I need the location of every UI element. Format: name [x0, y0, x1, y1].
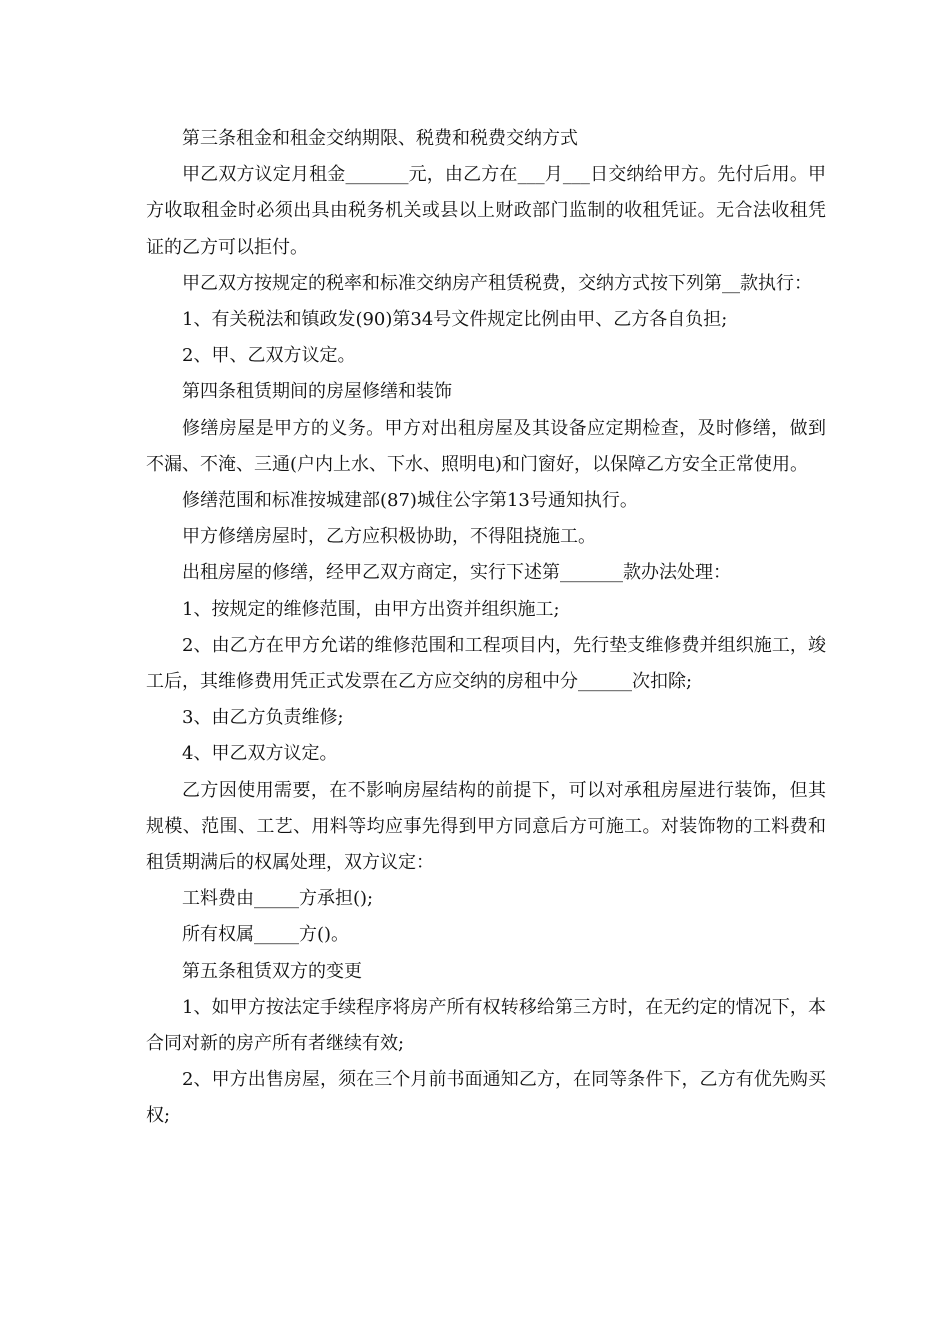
paragraph-ownership: 所有权属_____方()。 [182, 924, 350, 946]
list-item-repair-option-3: 3、由乙方负责维修; [182, 707, 344, 729]
list-item-tax-option-1: 1、有关税法和镇政发(90)第34号文件规定比例由甲、乙方各自负担; [182, 309, 728, 331]
paragraph-repair-cooperation: 甲方修缮房屋时，乙方应积极协助，不得阻挠施工。 [182, 526, 596, 548]
section-heading-article-5: 第五条租赁双方的变更 [182, 960, 362, 982]
section-heading-article-3: 第三条租金和租金交纳期限、税费和税费交纳方式 [182, 128, 578, 149]
list-item-repair-option-1: 1、按规定的维修范围，由甲方出资并组织施工; [182, 598, 560, 620]
list-item-repair-option-2: 2、由乙方在甲方允诺的维修范围和工程项目内，先行垫支维修费并组织施工，竣工后，其维修费用凭正式发票在乙方应交纳的房租中分______次扣除; [146, 634, 826, 693]
section-heading-article-4: 第四条租赁期间的房屋修缮和装饰 [182, 381, 452, 403]
paragraph-decoration: 乙方因使用需要，在不影响房屋结构的前提下，可以对承租房屋进行装饰，但其规模、范围、工艺、用料等均应事先得到甲方同意后方可施工。对装饰物的工料费和租赁期满后的权属处理，双方议定： [146, 779, 826, 874]
paragraph-tax-payment: 甲乙双方按规定的税率和标准交纳房产租赁税费，交纳方式按下列第__款执行： [182, 272, 812, 294]
list-item-change-2: 2、甲方出售房屋，须在三个月前书面通知乙方，在同等条件下，乙方有优先购买权; [146, 1069, 826, 1127]
paragraph-repair-method: 出租房屋的修缮，经甲乙双方商定，实行下述第_______款办法处理： [182, 562, 731, 584]
list-item-repair-option-4: 4、甲乙双方议定。 [182, 743, 338, 765]
paragraph-repair-duty: 修缮房屋是甲方的义务。甲方对出租房屋及其设备应定期检查，及时修缮，做到不漏、不淹、三通(户内上水、下水、照明电)和门窗好，以保障乙方安全正常使用。 [146, 417, 826, 475]
paragraph-rent-amount: 甲乙双方议定月租金_______元，由乙方在___月___日交纳给甲方。先付后用。甲方收取租金时必须出具由税务机关或县以上财政部门监制的收租凭证。无合法收租凭证的乙方可以拒付。 [146, 164, 826, 258]
list-item-tax-option-2: 2、甲、乙双方议定。 [182, 345, 356, 367]
paragraph-repair-scope: 修缮范围和标准按城建部(87)城住公字第13号通知执行。 [182, 490, 638, 512]
document-body [146, 121, 826, 1135]
paragraph-material-cost: 工料费由_____方承担(); [182, 888, 374, 910]
list-item-change-1: 1、如甲方按法定手续程序将房产所有权转移给第三方时，在无约定的情况下，本合同对新的房产所有者继续有效; [146, 996, 826, 1055]
